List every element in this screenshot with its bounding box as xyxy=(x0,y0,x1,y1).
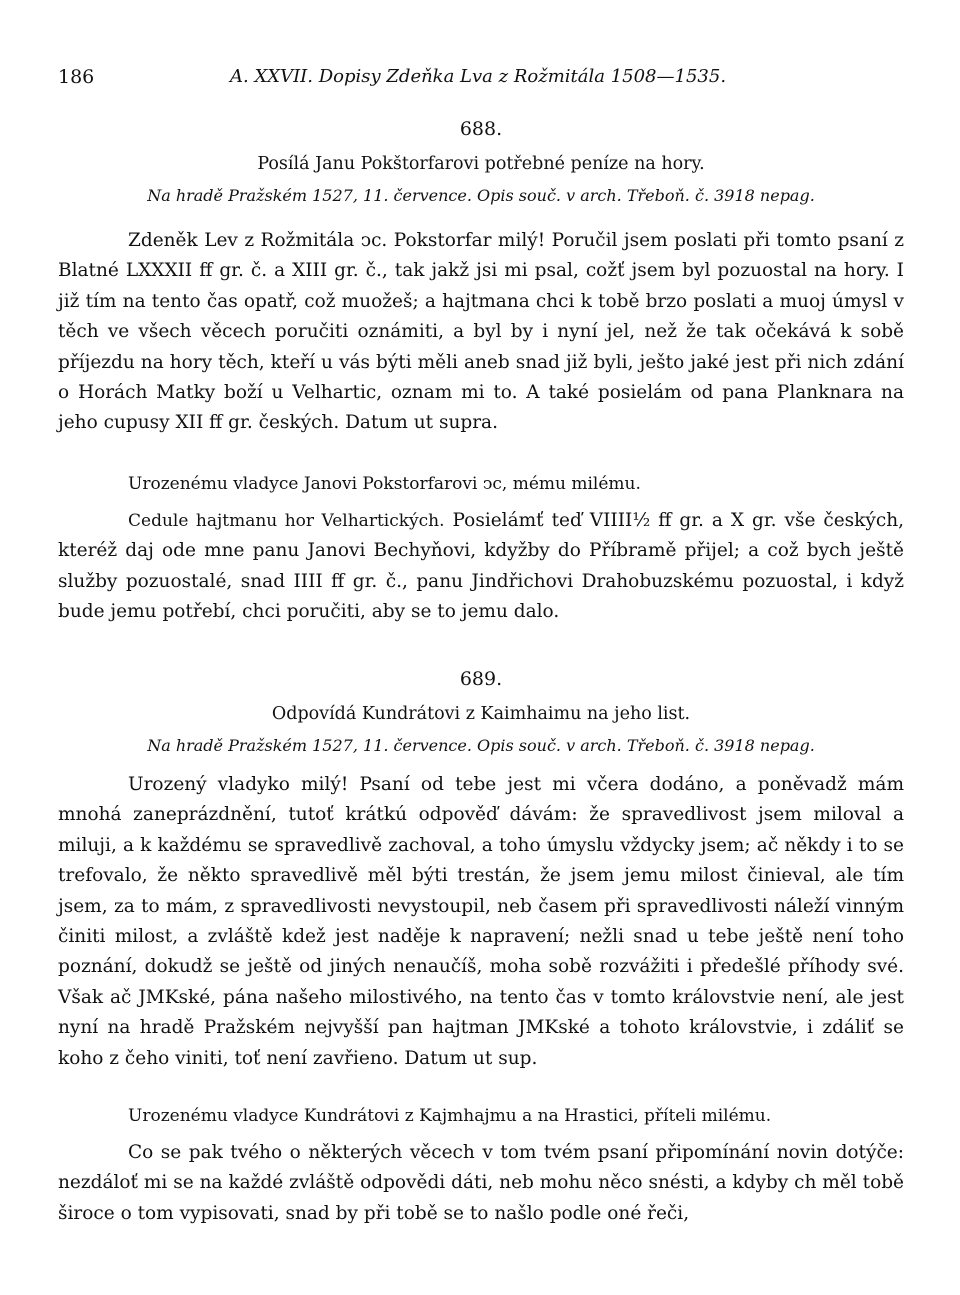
letter-text: Zdeněk Lev z Rožmitála ↄc. Pokstorfar milý! Poručil jsem poslati při tomto psaní z Blatné LXXXII ff gr. č. a XIII gr. č., tak jakž jsi mi psal, cožť jsem byl pozuostal na hory. I již tím na tento čas opatř, což muožeš; a hajtmana chci k tobě brzo poslati a muoj úmysl v těch ve všech věcech poručiti oznámiti, a byl by i nyní jel, než že tak očekává k sobě příjezdu na hory těch, kteří u vás býti měli aneb snad již byli, ješto jaké jest při nich zdání o Horách Matky boží u Velhartic, oznam mi to. A také posielám od pana Planknara na jeho cupusy XII ff gr. českých. Datum ut supra. xyxy=(58,230,904,434)
cedule-paragraph xyxy=(58,506,904,628)
entry-source: Na hradě Pražském 1527, 11. července. Opis souč. v arch. Třeboň. č. 3918 nepag. xyxy=(147,186,815,205)
cedule-text: Posielámť teď VIIII½ ff gr. a X gr. vše českých, kteréž daj ode mne panu Janovi Bechyňovi, kdyžby do Příbramě přijel; a což bych ještě služby pozuostalé, snad IIII ff gr. č., panu Jindřichovi Drahobuzskému pozuostal, i když bude jemu potřebí, chci poručiti, aby se to jemu dalo. xyxy=(58,510,904,623)
continuation-text: Co se pak tvého o některých věcech v tom tvém psaní připomínání novin dotýče: nezdáloť mi se na každé zvláště odpovědi dáti, neb mohu něco snésti, a kdyby ch měl tobě široce o tom vypisovati, snad by při tobě se to našlo podle oné řeči, xyxy=(58,1142,904,1224)
entry-number: 688. xyxy=(459,118,503,140)
cedule-label: Cedule hajtmanu hor Velhartických. xyxy=(128,511,445,531)
entry-summary: Odpovídá Kundrátovi z Kaimhaimu na jeho list. xyxy=(271,704,691,724)
entry-number: 689. xyxy=(459,668,503,690)
letter-text: Urozený vladyko milý! Psaní od tebe jest mi včera dodáno, a poněvadž mám mnohá zaneprázdnění, tutoť krátkú odpověď dávám: že spravedlivost jsem miloval a miluji, a k každému se spravedlivě zachoval, a toho úmyslu vždycky jsem; ač někdy i to se trefovalo, že někto spravedlivě měl býti trestán, že jsem jemu milost činieval, ale tím jsem, za to mám, z spravedlivosti nevystoupil, neb časem při spravedlivosti náleží vinným činiti milost, a zvláště kdež jest naděje k napravení; nežli snad u tebe ještě není toho poznání, dokudž se ještě od jiných nenaučíš, moha sobě rozvážiti i předešlé příhody své. Však ač JMKské, pána našeho milostivého, na tento čas v tomto královstvie není, ale jest nyní na hradě Pražském nejvyšší pan hajtman JMKské a tohoto královstvie, i zdáliť se koho z čeho viniti, toť není zavřieno. Datum ut sup. xyxy=(58,774,904,1069)
entry-summary: Posílá Janu Pokštorfarovi potřebné peníze na hory. xyxy=(257,154,705,174)
letter-address: Urozenému vladyce Janovi Pokstorfarovi ↄc, mému milému. xyxy=(128,474,641,494)
letter-address: Urozenému vladyce Kundrátovi z Kajmhajmu a na Hrastici, příteli milému. xyxy=(128,1106,772,1126)
entry-source: Na hradě Pražském 1527, 11. července. Opis souč. v arch. Třeboň. č. 3918 nepag. xyxy=(147,736,815,755)
running-title: A. XXVII. Dopisy Zdeňka Lva z Rožmitála 1508—1535. xyxy=(230,66,727,87)
page-header xyxy=(58,66,908,96)
page-number: 186 xyxy=(58,66,95,88)
